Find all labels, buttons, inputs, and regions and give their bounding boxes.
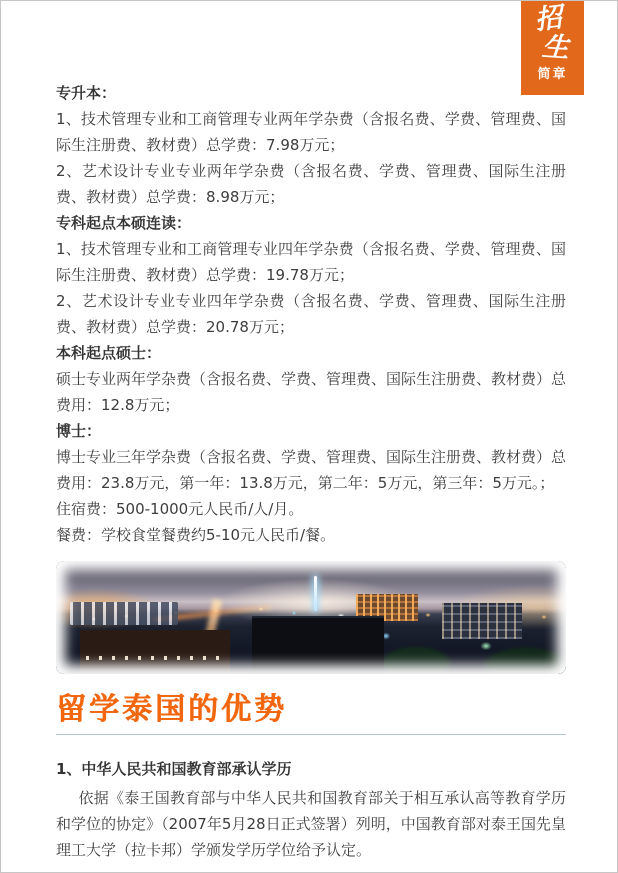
admissions-badge [521,1,584,95]
page-content [1,1,617,863]
fee-line: 1、技术管理专业和工商管理专业四年学杂费（含报名费、学费、管理费、国际生注册费、教材费）总学费：19.78万元； [56,240,566,284]
badge-char-sheng: 生 [540,31,571,65]
fee-line: 住宿费：500-1000元人民币/人/月。 [56,500,304,518]
fees-section [56,80,566,548]
fee-line: 2、艺术设计专业专业四年学杂费（含报名费、学费、管理费、国际生注册费、教材费）总学费：20.78万元； [56,292,566,336]
photo-foreground-building [252,616,384,674]
fee-line: 1、技术管理专业和工商管理专业两年学杂费（含报名费、学费、管理费、国际生注册费、教材费）总学费：7.98万元； [56,110,566,154]
fee-line: 硕士专业两年学杂费（含报名费、学费、管理费、国际生注册费、教材费）总费用：12.8万元； [56,370,567,414]
advantages-section [56,756,566,863]
fee-line: 博士专业三年学杂费（含报名费、学费、管理费、国际生注册费、教材费）总费用：23.8万元，第一年：13.8万元，第二年：5万元，第三年：5万元。； [56,448,567,492]
photo-foreground-building [80,630,230,674]
fee-block-heading: 博士： [56,422,102,440]
advantage-item-heading: 1、中华人民共和国教育部承认学历 [56,760,292,778]
fee-block-heading: 专升本： [56,84,117,102]
campus-night-photo [56,561,566,674]
fee-block-heading: 本科起点硕士： [56,344,162,362]
advantage-item-body: 依据《泰王国教育部与中华人民共和国教育部关于相互承认高等教育学历和学位的协定》（2007年5月28日正式签署）列明，中国教育部对泰王国先皇理工大学（拉卡邦）学颁发学历学位给予认定。 [56,789,566,859]
fee-line: 餐费：学校食堂餐费约5-10元人民币/餐。 [56,526,336,544]
badge-label: 简章 [537,67,568,82]
section-divider [56,734,566,735]
section-title: 留学泰国的优势 [56,692,287,727]
fee-block-heading: 专科起点本硕连读： [56,214,192,232]
badge-char-zhao: 招 [533,1,564,37]
fee-line: 2、艺术设计专业专业两年学杂费（含报名费、学费、管理费、国际生注册费、教材费）总学费：8.98万元； [56,162,566,206]
